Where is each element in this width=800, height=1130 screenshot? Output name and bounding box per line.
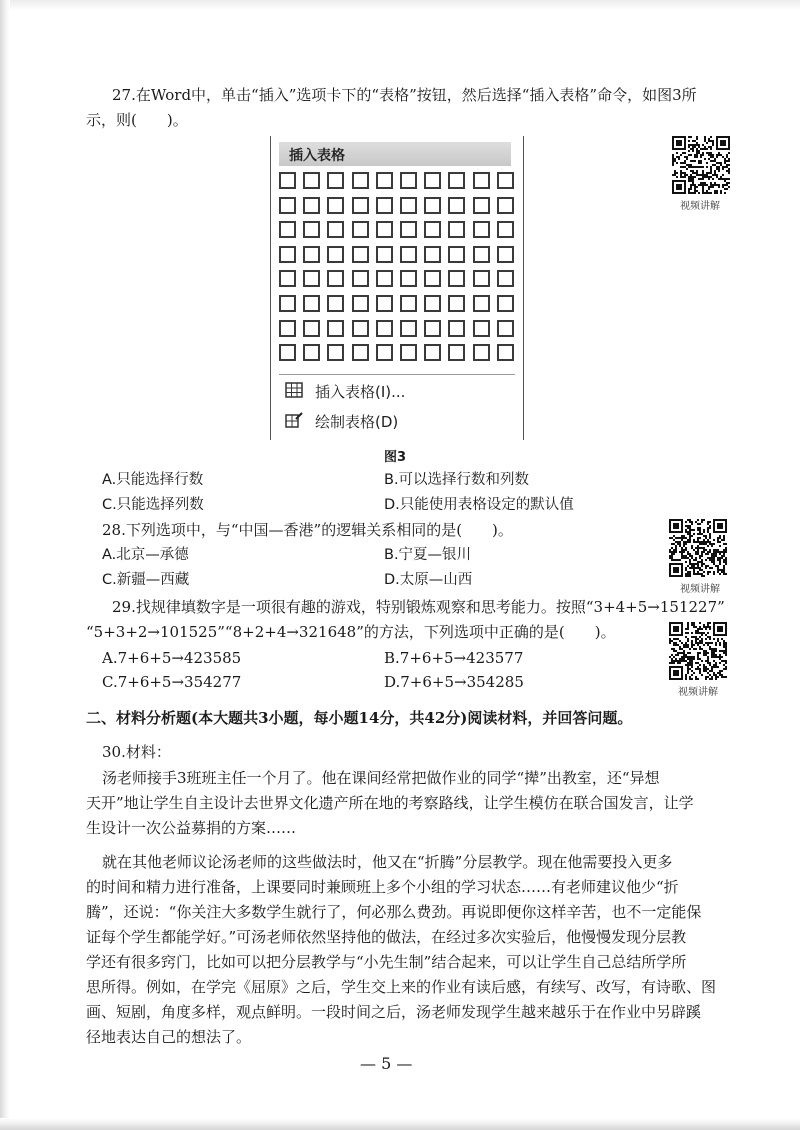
table-grid-cell [303,344,320,361]
table-grid-cell [400,344,417,361]
q27-option-c: C.只能选择列数 [102,497,204,513]
table-grid-cell [473,320,490,337]
q27-stem-line1: 27.在Word中，单击“插入”选项卡下的“表格”按钮，然后选择“插入表格”命令，如图3所 [112,86,697,104]
table-grid-cell [497,320,514,337]
q30-p2-line8: 径地表达自己的想法了。 [86,1028,252,1046]
q30-p1-line3: 生设计一次公益募捐的方案…… [86,819,297,837]
table-grid-cell [400,221,417,238]
table-grid-cell [376,246,393,263]
table-grid-cell [352,344,369,361]
page-number: — 5 — [360,1054,413,1073]
table-grid-cell [473,270,490,287]
table-grid-cell [352,221,369,238]
q29-option-d: D.7+6+5→354285 [384,673,524,691]
q29-stem-line2: “5+3+2→101525”“8+2+4→321648”的方法，下列选项中正确的是( )。 [86,623,616,641]
q30-p2-line3: 腾”，还说：“你关注大多数学生就行了，何必那么费劲。再说即便你这样辛苦，也不一定能保 [86,903,702,921]
table-grid-cell [448,295,465,312]
table-grid-cell [303,221,320,238]
table-grid-cell [497,246,514,263]
table-grid-cell [497,221,514,238]
table-grid-cell [473,172,490,189]
q29-option-c: C.7+6+5→354277 [102,673,242,691]
table-grid-cell [497,295,514,312]
qr-code-q29 [669,622,727,680]
table-grid-cell [473,344,490,361]
table-grid-cell [497,197,514,214]
table-grid-cell [327,270,344,287]
table-grid-cell [473,221,490,238]
table-grid-cell [424,344,441,361]
table-grid-cell [279,320,296,337]
q30-p2-line4: 证每个学生都能学好。”可汤老师依然坚持他的做法，在经过多次实验后，他慢慢发现分层教 [86,928,687,946]
table-grid-cell [448,320,465,337]
qr-code-q27 [672,136,730,194]
figure-caption: 图3 [384,450,407,465]
table-grid-cell [448,197,465,214]
table-grid-cell [279,221,296,238]
q30-p2-line7: 画、短剧，角度多样，观点鲜明。一段时间之后，汤老师发现学生越来越乐于在作业中另辟蹊 [86,1003,702,1021]
table-grid-cell [400,295,417,312]
table-grid-cell [497,172,514,189]
table-grid-cell [424,270,441,287]
insert-table-icon [285,382,303,398]
table-grid-cell [352,197,369,214]
table-grid-cell [376,197,393,214]
popup-title: 插入表格 [289,148,345,164]
table-grid-cell [303,295,320,312]
qr-label-q27: 视频讲解 [680,201,720,212]
table-grid-cell [279,344,296,361]
table-grid-cell [473,197,490,214]
table-grid-cell [424,295,441,312]
table-grid-cell [352,246,369,263]
table-grid-cell [400,172,417,189]
table-grid-cell [448,270,465,287]
q29-stem-line1: 29.找规律填数字是一项很有趣的游戏，特别锻炼观察和思考能力。按照“3+4+5→151227” [112,598,725,616]
menu-insert-table [279,378,515,404]
table-grid-cell [497,270,514,287]
q28-option-b: B.宁夏—银川 [384,547,472,563]
q30-p1-line1: 汤老师接手3班班主任一个月了。他在课间经常把做作业的同学“撵”出教室，还“异想 [102,769,660,787]
table-grid-cell [327,246,344,263]
qr-code-q28 [669,519,727,577]
table-grid-cell [400,270,417,287]
qr-label-q28: 视频讲解 [680,584,720,595]
table-grid-cell [424,221,441,238]
table-grid-cell [303,172,320,189]
table-grid-cell [303,320,320,337]
table-grid-cell [327,320,344,337]
q30-p1-line2: 天开”地让学生自主设计去世界文化遗产所在地的考察路线，让学生模仿在联合国发言，让学 [86,794,694,812]
table-grid-cell [424,320,441,337]
q28-stem: 28.下列选项中，与“中国—香港”的逻辑关系相同的是( )。 [102,521,513,539]
table-grid-cell [303,197,320,214]
table-grid-cell [279,270,296,287]
table-grid-cell [376,172,393,189]
table-grid-cell [376,344,393,361]
table-grid-cell [303,270,320,287]
menu-insert-table-label: 插入表格(I)... [315,383,406,401]
scan-edge-left [0,0,10,1130]
table-grid-cell [376,270,393,287]
table-grid-cell [327,221,344,238]
table-grid-cell [327,344,344,361]
q30-label: 30.材料： [102,743,171,761]
table-grid-cell [400,320,417,337]
table-grid-cell [424,197,441,214]
q30-p2-line5: 学还有很多窍门，比如可以把分层教学与“小先生制”结合起来，可以让学生自己总结所学所 [86,953,687,971]
q28-option-d: D.太原—山西 [384,572,473,588]
q28-option-a: A.北京—承德 [102,547,189,563]
table-grid-cell [400,197,417,214]
table-grid-cell [352,270,369,287]
table-grid-cell [352,295,369,312]
table-grid-cell [448,344,465,361]
q27-option-a: A.只能选择行数 [102,472,204,488]
table-grid-cell [303,246,320,263]
popup-header [279,142,511,166]
table-grid-cell [473,246,490,263]
draw-table-icon [285,412,303,428]
menu-draw-table [279,408,515,434]
q29-option-a: A.7+6+5→423585 [102,649,242,667]
q27-option-d: D.只能使用表格设定的默认值 [384,497,574,513]
table-size-grid [279,172,519,378]
popup-separator [279,374,515,375]
table-grid-cell [473,295,490,312]
table-grid-cell [448,246,465,263]
table-grid-cell [424,172,441,189]
scan-edge-bottom [0,1118,800,1130]
q29-option-b: B.7+6+5→423577 [384,649,524,667]
qr-label-q29: 视频讲解 [678,687,718,698]
menu-draw-table-label: 绘制表格(D) [315,413,399,431]
table-grid-cell [448,172,465,189]
table-grid-cell [279,295,296,312]
q28-option-c: C.新疆—西藏 [102,572,190,588]
table-grid-cell [400,246,417,263]
scan-edge-top [0,0,800,10]
table-grid-cell [327,197,344,214]
table-grid-cell [424,246,441,263]
insert-table-popup [270,136,524,440]
table-grid-cell [376,320,393,337]
table-grid-cell [327,172,344,189]
q27-stem-line2: 示，则( )。 [86,111,188,129]
table-grid-cell [327,295,344,312]
table-grid-cell [352,172,369,189]
q27-option-b: B.可以选择行数和列数 [384,472,530,488]
table-grid-cell [448,221,465,238]
q30-p2-line1: 就在其他老师议论汤老师的这些做法时，他又在“折腾”分层教学。现在他需要投入更多 [102,853,673,871]
section-2-heading: 二、材料分析题(本大题共3小题，每小题14分，共42分)阅读材料，并回答问题。 [86,709,633,727]
table-grid-cell [279,246,296,263]
q30-p2-line6: 思所得。例如，在学完《屈原》之后，学生交上来的作业有读后感，有续写、改写，有诗歌、图 [86,978,717,996]
table-grid-cell [279,197,296,214]
table-grid-cell [376,221,393,238]
table-grid-cell [352,320,369,337]
q30-p2-line2: 的时间和精力进行准备，上课要同时兼顾班上多个小组的学习状态……有老师建议他少“折 [86,878,679,896]
table-grid-cell [279,172,296,189]
table-grid-cell [497,344,514,361]
table-grid-cell [376,295,393,312]
